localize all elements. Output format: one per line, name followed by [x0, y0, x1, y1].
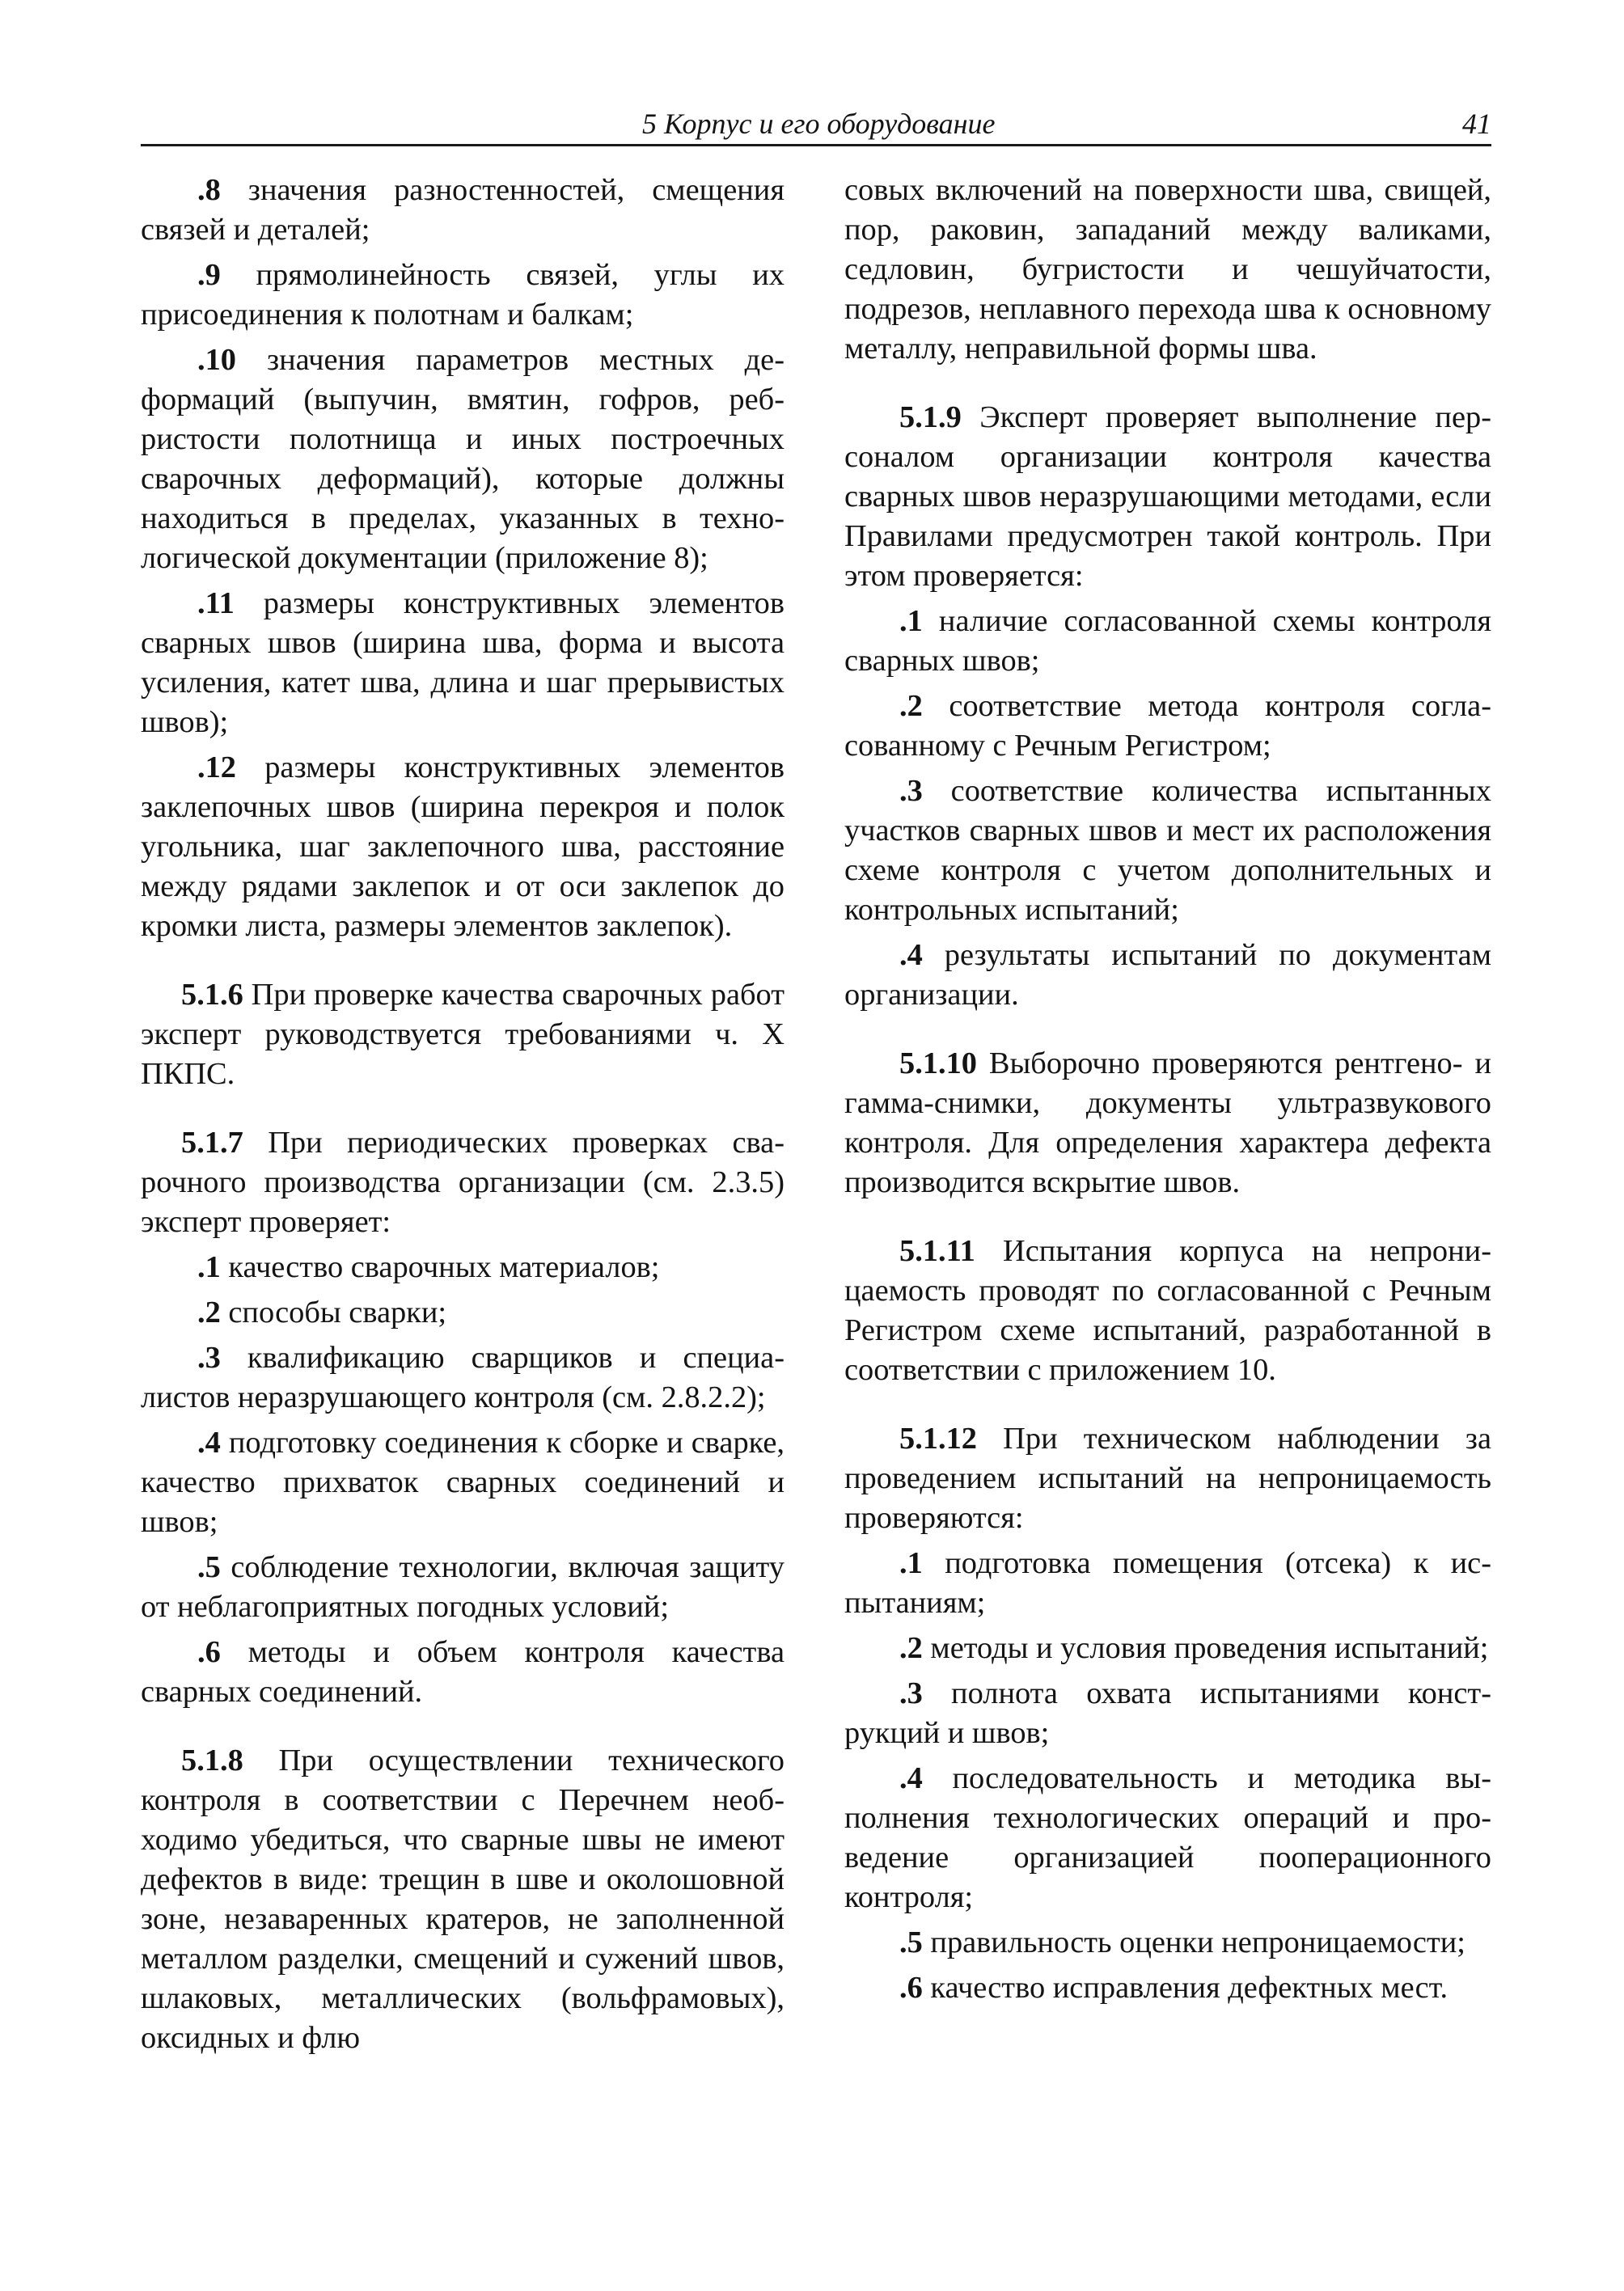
item-number: .3	[899, 1676, 923, 1710]
item-text: методы и условия проведения испытаний;	[922, 1631, 1489, 1665]
list-item	[844, 687, 1491, 766]
list-item	[844, 771, 1491, 930]
list-item	[844, 1759, 1491, 1917]
item-number: .9	[197, 258, 221, 292]
list-item	[844, 1629, 1491, 1668]
item-text: размеры конструктивных элементов заклепочных швов (ширина перекроя и полок угольника, шаг заклепочного шва, расстояние между рядами заклепок и от оси заклепок до кромки листа, размеры элементов заклепок).	[141, 750, 785, 943]
item-text: результаты испытаний по документам организации.	[844, 938, 1491, 1012]
item-text: размеры конструктивных элементов сварных швов (ширина шва, форма и высота усиления, катет шва, длина и шаг прерывистых швов);	[141, 586, 785, 739]
item-number: .1	[197, 1250, 221, 1284]
list-item	[141, 1548, 785, 1627]
item-text: прямолинейность связей, углы их присоединения к полотнам и балкам;	[141, 258, 785, 332]
clause-paragraph	[844, 1419, 1491, 1538]
item-number: .2	[899, 689, 923, 723]
item-text: способы сварки;	[220, 1296, 447, 1329]
running-header	[141, 104, 1491, 146]
list-item	[141, 340, 785, 578]
item-text: полнота охвата испытаниями конструкций и швов;	[844, 1676, 1491, 1750]
item-number: .11	[197, 586, 235, 620]
item-number: .1	[899, 604, 923, 638]
item-text: значения разностенностей, смещения связей и деталей;	[141, 173, 785, 247]
clause-paragraph	[141, 975, 785, 1094]
list-item	[141, 1423, 785, 1542]
clause-number: 5.1.9	[899, 400, 962, 434]
item-number: .8	[197, 173, 221, 207]
item-number: .3	[197, 1341, 221, 1375]
clause-number: 5.1.12	[899, 1422, 977, 1456]
right-column	[844, 171, 1491, 2014]
item-number: .12	[197, 750, 236, 784]
list-item	[844, 1923, 1491, 1963]
clause-number: 5.1.6	[181, 978, 243, 1012]
item-text: методы и объем контроля качества сварных соединений.	[141, 1635, 785, 1709]
list-item	[141, 1293, 785, 1333]
list-item	[844, 1544, 1491, 1623]
clause-text: Эксперт проверяет выполнение персоналом организации контроля качества сварных швов неразрушающими методами, если Правилами предусмотрен такой контроль. При этом проверяется:	[844, 400, 1491, 593]
item-text: качество исправления дефектных мест.	[922, 1971, 1448, 2005]
clause-paragraph	[844, 1044, 1491, 1203]
list-item	[141, 748, 785, 946]
list-item	[141, 1248, 785, 1287]
item-number: .2	[197, 1296, 221, 1329]
item-text: квалификацию сварщиков и специалистов неразрушающего контроля (см. 2.8.2.2);	[141, 1341, 785, 1414]
item-number: .4	[197, 1426, 221, 1460]
clause-paragraph	[141, 1123, 785, 1242]
continued-paragraph: совых включений на поверхности шва, свищей, пор, раковин, западаний между валиками, седловин, бугристости и чешуйчатости, подрезов, неплавного перехода шва к основному металлу, неправильной формы шва.	[844, 173, 1491, 366]
item-text: подготовку соединения к сборке и сварке, качество прихваток сварных соединений и швов;	[141, 1426, 785, 1539]
clause-text: При техническом наблюдении за проведением испытаний на непроницаемость проверяются:	[844, 1422, 1491, 1535]
item-number: .4	[899, 938, 923, 972]
clause-number: 5.1.11	[899, 1234, 975, 1268]
item-text: подготовка помещения (отсека) к испытаниям;	[844, 1546, 1491, 1620]
clause-number: 5.1.7	[181, 1126, 243, 1160]
clause-text: Испытания корпуса на непроницаемость проводят по согласованной с Речным Регистром схеме испытаний, разработанной в соответствии с приложением 10.	[844, 1234, 1491, 1387]
clause-paragraph	[844, 398, 1491, 596]
clause-text: Выборочно проверяются рентгено- и гамма-снимки, документы ультразвукового контроля. Для определения характера дефекта производится вскрытие швов.	[844, 1046, 1491, 1199]
clause-paragraph	[141, 1741, 785, 2058]
item-number: .5	[899, 1925, 923, 1959]
list-item	[141, 584, 785, 742]
item-number: .1	[899, 1546, 923, 1580]
clause-text: При проверке качества сварочных работ эксперт руководствуется требованиями ч. Х ПКПС.	[141, 978, 785, 1091]
list-item	[141, 1633, 785, 1712]
list-item	[844, 1968, 1491, 2008]
item-text: значения параметров местных деформаций (выпучин, вмятин, гофров, ребристости полотнища и иных построечных сварочных деформаций), которые должны находиться в пределах, указанных в технологической документации (приложение 8);	[141, 343, 785, 575]
item-number: .3	[899, 774, 923, 808]
list-item	[141, 256, 785, 335]
clause-number: 5.1.10	[899, 1046, 977, 1080]
item-text: правильность оценки непроницаемости;	[922, 1925, 1465, 1959]
item-number: .10	[197, 343, 236, 377]
list-item	[844, 602, 1491, 681]
item-text: качество сварочных материалов;	[220, 1250, 660, 1284]
clause-text: При осуществлении технического контроля в соответствии с Перечнем необходимо убедиться, что сварные швы не имеют дефектов в виде: трещин в шве и околошовной зоне, незаваренных кратеров, не заполненной металлом разделки, смещений и сужений швов, шлаковых, металлических (вольфрамовых), оксидных и флю	[141, 1744, 785, 2055]
item-number: .6	[197, 1635, 221, 1669]
item-number: .6	[899, 1971, 923, 2005]
item-text: соответствие метода контроля согласованному с Речным Регистром;	[844, 689, 1491, 763]
item-number: .4	[899, 1761, 923, 1795]
item-text: наличие согласованной схемы контроля сварных швов;	[844, 604, 1491, 678]
left-column	[141, 171, 785, 2064]
list-item	[844, 936, 1491, 1015]
chapter-title: 5 Корпус и его оборудование	[642, 108, 996, 140]
list-item	[141, 171, 785, 250]
item-text: последовательность и методика выполнения технологических операций и проведение организацией пооперационного контроля;	[844, 1761, 1491, 1914]
page-number: 41	[1462, 108, 1491, 140]
item-number: .2	[899, 1631, 923, 1665]
item-number: .5	[197, 1550, 221, 1584]
clause-text: При периодических проверках сварочного производства организации (см. 2.3.5) эксперт проверяет:	[141, 1126, 785, 1239]
item-text: соответствие количества испытанных участков сварных швов и мест их расположения схеме контроля с учетом дополнительных и контрольных испытаний;	[844, 774, 1491, 927]
item-text: соблюдение технологии, включая защиту от неблагоприятных погодных условий;	[141, 1550, 785, 1624]
clause-paragraph	[844, 1232, 1491, 1390]
list-item	[141, 1338, 785, 1418]
clause-number: 5.1.8	[181, 1744, 243, 1777]
list-item	[844, 1674, 1491, 1753]
